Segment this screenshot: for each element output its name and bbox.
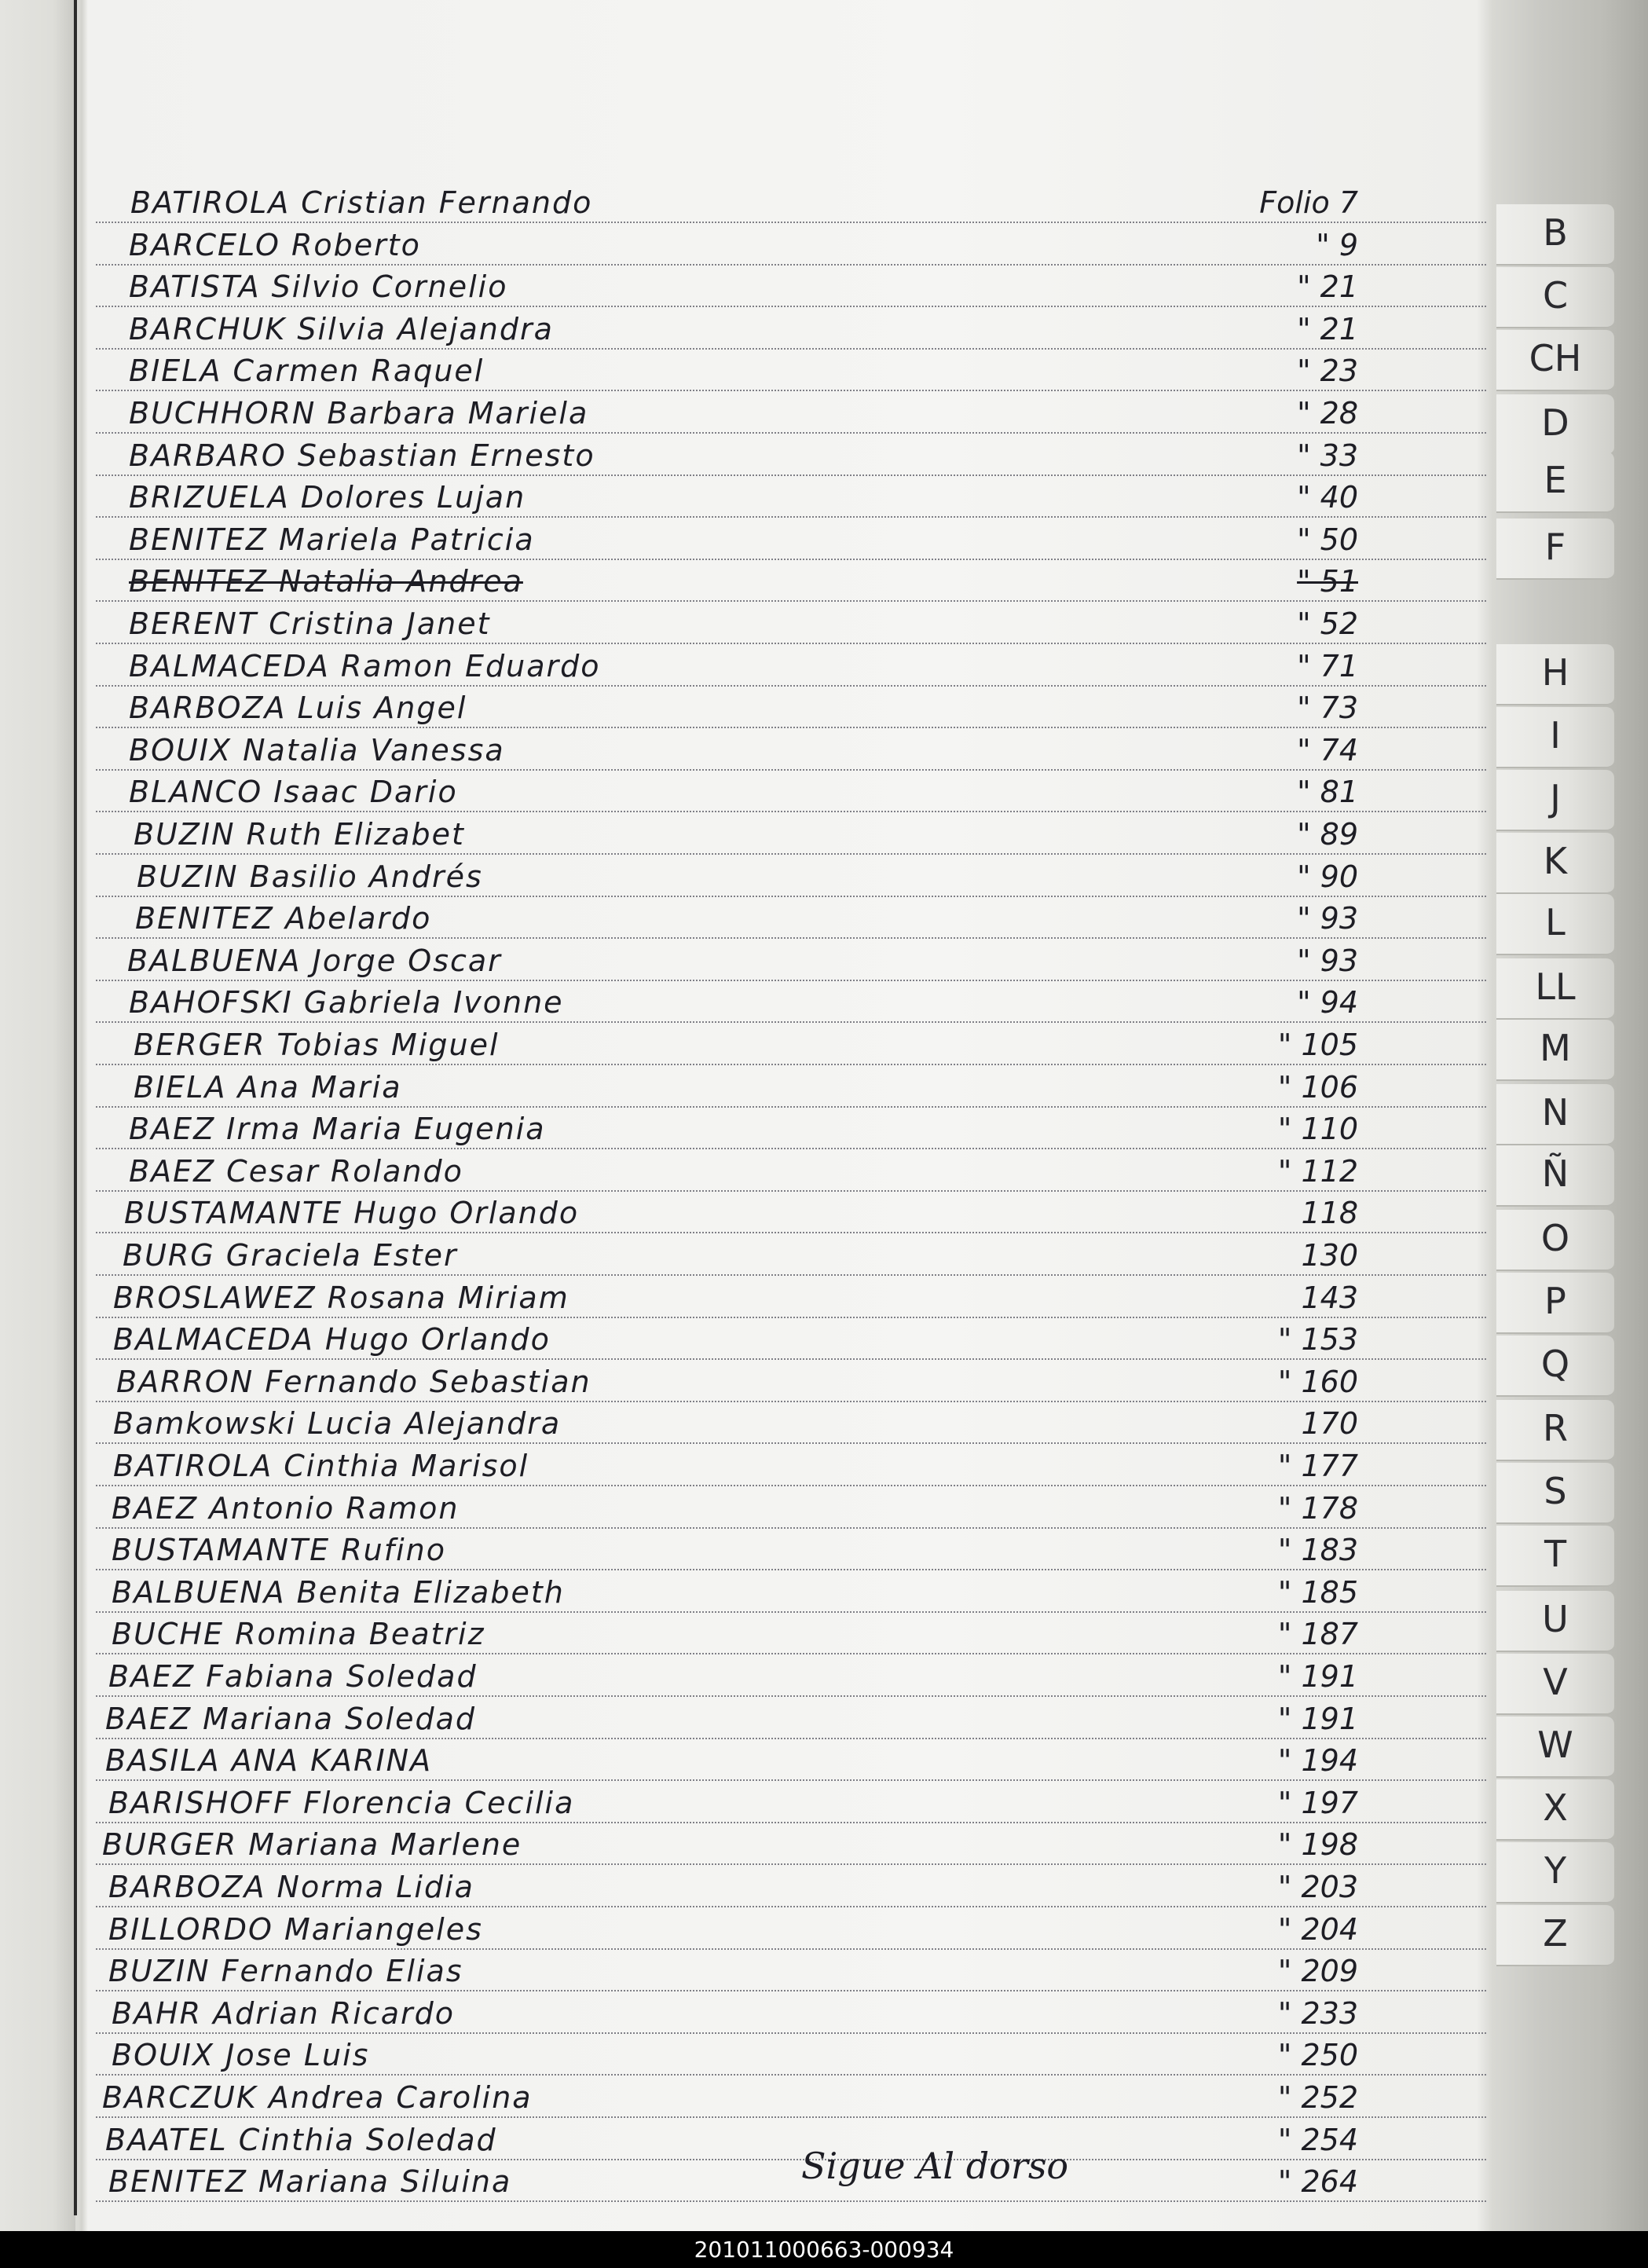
ruled-line — [96, 474, 1486, 476]
index-tab[interactable] — [1496, 770, 1614, 831]
entry-name: BUZIN Basilio Andrés — [137, 859, 483, 894]
entry-name: Bamkowski Lucia Alejandra — [113, 1406, 562, 1441]
entry-name: BASILA ANA KARINA — [105, 1743, 433, 1778]
entry-folio: " 71 — [1297, 649, 1358, 683]
index-tab[interactable] — [1496, 1526, 1614, 1587]
entry-name: BALMACEDA Hugo Orlando — [113, 1322, 551, 1357]
ruled-line — [96, 2200, 1486, 2202]
entry-name: BURGER Mariana Marlene — [102, 1827, 522, 1862]
entry-folio: " 204 — [1277, 1912, 1358, 1947]
index-tab[interactable] — [1496, 1717, 1614, 1778]
index-tab-label: U — [1542, 1598, 1569, 1640]
index-tab[interactable] — [1496, 958, 1614, 1020]
ruled-line — [96, 390, 1486, 391]
index-tab-label: H — [1541, 651, 1569, 694]
index-tabs — [1496, 181, 1614, 2192]
entry-folio: 170 — [1301, 1406, 1358, 1441]
index-tab[interactable] — [1496, 644, 1614, 705]
entry-folio: " 177 — [1277, 1449, 1358, 1483]
ruled-line — [96, 1527, 1486, 1529]
ruled-line — [96, 2159, 1486, 2160]
entry-folio: " 187 — [1277, 1617, 1358, 1651]
entry-name: BATISTA Silvio Cornelio — [129, 269, 508, 304]
index-tab[interactable] — [1496, 1210, 1614, 1271]
entry-name: BOUIX Natalia Vanessa — [129, 733, 505, 768]
entry-name: BALMACEDA Ramon Eduardo — [129, 649, 601, 683]
entry-name: BATIROLA Cinthia Marisol — [113, 1449, 529, 1483]
entry-name: BALBUENA Benita Elizabeth — [112, 1575, 565, 1610]
ruled-line — [96, 811, 1486, 812]
entry-name: BUSTAMANTE Hugo Orlando — [124, 1196, 580, 1230]
entry-name: BARCELO Roberto — [129, 228, 421, 262]
entry-folio: " 105 — [1277, 1028, 1358, 1062]
index-tab[interactable] — [1496, 833, 1614, 894]
entry-name: BAEZ Cesar Rolando — [129, 1154, 463, 1189]
index-tab[interactable] — [1496, 452, 1614, 513]
index-tab-label: O — [1540, 1217, 1570, 1259]
index-tab-label: Q — [1540, 1343, 1570, 1385]
index-tab[interactable] — [1496, 394, 1614, 456]
index-tab[interactable] — [1496, 1084, 1614, 1145]
entry-name: BAEZ Antonio Ramon — [112, 1491, 460, 1526]
index-tab-label: P — [1544, 1280, 1566, 1322]
entry-folio: " 112 — [1277, 1154, 1358, 1189]
ledger-page — [82, 0, 1496, 2209]
ruled-line — [96, 1822, 1486, 1823]
index-tab[interactable] — [1496, 1654, 1614, 1715]
entry-folio: 118 — [1301, 1196, 1358, 1230]
index-tab-label: CH — [1529, 337, 1582, 379]
entry-folio: 130 — [1301, 1238, 1358, 1273]
index-tab-label: M — [1540, 1027, 1571, 1069]
ruled-line — [96, 727, 1486, 728]
entry-folio: " 252 — [1277, 2080, 1358, 2115]
entry-folio: " 160 — [1277, 1365, 1358, 1399]
index-tab[interactable] — [1496, 1842, 1614, 1903]
entry-name: BIELA Carmen Raquel — [129, 354, 485, 388]
index-tab-label: X — [1543, 1786, 1568, 1829]
index-tab-label: T — [1544, 1533, 1567, 1575]
ruled-line — [96, 896, 1486, 897]
entry-folio: " 23 — [1297, 354, 1358, 388]
ruled-line — [96, 643, 1486, 644]
entry-folio: " 153 — [1277, 1322, 1358, 1357]
ruled-line — [96, 1190, 1486, 1192]
entry-name: BIELA Ana Maria — [134, 1070, 402, 1105]
index-tab-label: F — [1544, 526, 1566, 568]
index-tab[interactable] — [1496, 1020, 1614, 1081]
entry-folio: " 50 — [1297, 522, 1358, 557]
ruled-line — [96, 1611, 1486, 1613]
ruled-line — [96, 264, 1486, 266]
entry-name: BAATEL Cinthia Soledad — [105, 2123, 497, 2157]
ruled-line — [96, 516, 1486, 518]
ruled-line — [96, 2116, 1486, 2118]
index-tab-label: C — [1542, 274, 1569, 317]
margin-line — [74, 0, 77, 2215]
entry-name: BARBOZA Luis Angel — [129, 691, 467, 725]
ruled-line — [96, 1317, 1486, 1318]
entry-name: BUSTAMANTE Rufino — [112, 1533, 446, 1567]
ruled-line — [96, 348, 1486, 350]
ruled-line — [96, 432, 1486, 434]
index-tab-label: S — [1544, 1470, 1567, 1512]
entry-folio: " 93 — [1297, 943, 1358, 978]
entry-name: BUZIN Fernando Elias — [108, 1954, 463, 1988]
entry-name: BARRON Fernando Sebastian — [116, 1365, 591, 1399]
entry-name: BAHOFSKI Gabriela Ivonne — [129, 985, 564, 1020]
index-tab[interactable] — [1496, 1400, 1614, 1461]
ruled-line — [96, 1738, 1486, 1739]
ruled-line — [96, 685, 1486, 687]
index-tab-label: Y — [1544, 1849, 1567, 1892]
ruled-line — [96, 1569, 1486, 1570]
entry-name: BILLORDO Mariangeles — [108, 1912, 483, 1947]
entry-folio: " 74 — [1297, 733, 1358, 768]
entry-folio: " 191 — [1277, 1659, 1358, 1694]
entry-name: BARBOZA Norma Lidia — [108, 1870, 474, 1904]
entry-folio: " 81 — [1297, 775, 1358, 809]
entry-folio: " 40 — [1297, 480, 1358, 515]
ruled-line — [96, 1064, 1486, 1065]
index-tab-label: J — [1550, 777, 1561, 819]
index-tab-label: R — [1543, 1407, 1568, 1449]
entry-folio: " 90 — [1297, 859, 1358, 894]
ruled-line — [96, 1990, 1486, 1991]
entry-name: BLANCO Isaac Dario — [129, 775, 458, 809]
entry-folio: " 93 — [1297, 901, 1358, 936]
entry-folio: " 198 — [1277, 1827, 1358, 1862]
entry-folio: " 203 — [1277, 1870, 1358, 1904]
footer-note: Sigue Al dorso — [801, 2145, 1069, 2187]
entry-folio: " 178 — [1277, 1491, 1358, 1526]
index-tab-label: W — [1537, 1724, 1573, 1766]
index-tab[interactable] — [1496, 1591, 1614, 1652]
entry-name: BROSLAWEZ Rosana Miriam — [113, 1281, 569, 1315]
entry-folio: " 33 — [1297, 438, 1358, 473]
index-tab[interactable] — [1496, 1336, 1614, 1397]
entry-folio: " 209 — [1277, 1954, 1358, 1988]
entry-folio: " 110 — [1277, 1112, 1358, 1146]
entry-folio: " 233 — [1277, 1996, 1358, 2031]
index-tab-label: N — [1541, 1091, 1569, 1134]
index-tab[interactable] — [1496, 1273, 1614, 1334]
entry-name: BENITEZ Mariana Siluina — [108, 2164, 512, 2199]
index-tab[interactable] — [1496, 518, 1614, 580]
entry-name: BAEZ Fabiana Soledad — [108, 1659, 478, 1694]
entry-name: BAEZ Irma Maria Eugenia — [129, 1112, 546, 1146]
entry-folio: " 254 — [1277, 2123, 1358, 2157]
ruled-line — [96, 937, 1486, 939]
index-tab-label: I — [1550, 714, 1561, 757]
index-tab-label: E — [1544, 459, 1567, 501]
index-tab-label: D — [1541, 401, 1569, 444]
index-tab-label: Ñ — [1541, 1152, 1569, 1195]
index-tab-label: V — [1543, 1661, 1568, 1703]
entry-name: BERGER Tobias Miguel — [134, 1028, 500, 1062]
ruled-line — [96, 306, 1486, 307]
ruled-line — [96, 1948, 1486, 1950]
entry-name: BENITEZ Abelardo — [135, 901, 432, 936]
ruled-line — [96, 2074, 1486, 2076]
entry-name: BATIROLA Cristian Fernando — [130, 185, 593, 220]
entry-name: BARCHUK Silvia Alejandra — [129, 312, 554, 346]
ruled-line — [96, 1442, 1486, 1444]
index-tab[interactable] — [1496, 1463, 1614, 1524]
entry-name: BALBUENA Jorge Oscar — [127, 943, 502, 978]
entry-folio: " 197 — [1277, 1786, 1358, 1820]
index-tab-label: L — [1545, 901, 1566, 943]
ruled-line — [96, 1401, 1486, 1402]
ruled-line — [96, 1106, 1486, 1108]
entry-folio: " 28 — [1297, 396, 1358, 431]
entry-name: BUCHE Romina Beatriz — [112, 1617, 485, 1651]
index-tab[interactable] — [1496, 204, 1614, 266]
entry-folio: " 94 — [1297, 985, 1358, 1020]
ruled-line — [96, 1779, 1486, 1781]
index-tab-label: LL — [1535, 965, 1576, 1008]
entry-folio: " 52 — [1297, 606, 1358, 641]
entry-folio: " 264 — [1277, 2164, 1358, 2199]
entry-folio: " 9 — [1316, 228, 1358, 262]
entry-name: BERENT Cristina Janet — [129, 606, 491, 641]
index-tab[interactable] — [1496, 1779, 1614, 1841]
entry-name: BARCZUK Andrea Carolina — [102, 2080, 533, 2115]
index-tab[interactable] — [1496, 894, 1614, 955]
entry-folio: " 21 — [1297, 269, 1358, 304]
ruled-line — [96, 980, 1486, 981]
ruled-line — [96, 1232, 1486, 1233]
book-binding — [0, 0, 75, 2247]
entry-folio: " 250 — [1277, 2038, 1358, 2072]
entry-folio: " 194 — [1277, 1743, 1358, 1778]
entry-name: BURG Graciela Ester — [123, 1238, 458, 1273]
entry-folio: " 73 — [1297, 691, 1358, 725]
ruled-line — [96, 559, 1486, 560]
index-tab[interactable] — [1496, 1145, 1614, 1207]
caption-bar — [0, 2231, 1648, 2268]
ruled-line — [96, 1695, 1486, 1697]
ruled-line — [96, 1906, 1486, 1907]
index-tab-label: Z — [1543, 1912, 1568, 1955]
entry-folio: " 183 — [1277, 1533, 1358, 1567]
ruled-line — [96, 853, 1486, 855]
entry-name: BENITEZ Mariela Patricia — [129, 522, 535, 557]
entry-name: BARISHOFF Florencia Cecilia — [108, 1786, 575, 1820]
ruled-line — [96, 1274, 1486, 1276]
index-tab[interactable] — [1496, 330, 1614, 391]
entry-folio: " 191 — [1277, 1702, 1358, 1736]
entry-name: BUZIN Ruth Elizabet — [134, 817, 465, 852]
ruled-line — [96, 1485, 1486, 1486]
ruled-line — [96, 1863, 1486, 1865]
index-tab-label: B — [1543, 211, 1568, 254]
image-caption: 201011000663-000934 — [694, 2237, 954, 2263]
entry-name: BENITEZ Natalia Andrea — [129, 564, 523, 599]
index-tab[interactable] — [1496, 267, 1614, 328]
entry-folio: Folio 7 — [1259, 185, 1358, 220]
ruled-line — [96, 769, 1486, 771]
entry-name: BAEZ Mariana Soledad — [105, 1702, 477, 1736]
entry-name: BRIZUELA Dolores Lujan — [129, 480, 526, 515]
entry-folio: " 89 — [1297, 817, 1358, 852]
index-tab[interactable] — [1496, 1905, 1614, 1966]
ruled-line — [96, 1021, 1486, 1023]
entry-name: BOUIX Jose Luis — [112, 2038, 370, 2072]
ruled-line — [96, 222, 1486, 223]
entry-folio: " 106 — [1277, 1070, 1358, 1105]
index-tab[interactable] — [1496, 707, 1614, 768]
ruled-line — [96, 1358, 1486, 1360]
ruled-line — [96, 600, 1486, 602]
entry-folio: " 185 — [1277, 1575, 1358, 1610]
entry-folio: " 51 — [1297, 564, 1358, 599]
entry-folio: " 21 — [1297, 312, 1358, 346]
entry-folio: 143 — [1301, 1281, 1358, 1315]
entry-name: BAHR Adrian Ricardo — [112, 1996, 455, 2031]
index-tab-label: K — [1543, 840, 1568, 882]
ruled-line — [96, 1148, 1486, 1149]
ruled-line — [96, 1653, 1486, 1654]
entry-name: BUCHHORN Barbara Mariela — [129, 396, 589, 431]
ruled-line — [96, 2032, 1486, 2034]
entry-name: BARBARO Sebastian Ernesto — [129, 438, 595, 473]
